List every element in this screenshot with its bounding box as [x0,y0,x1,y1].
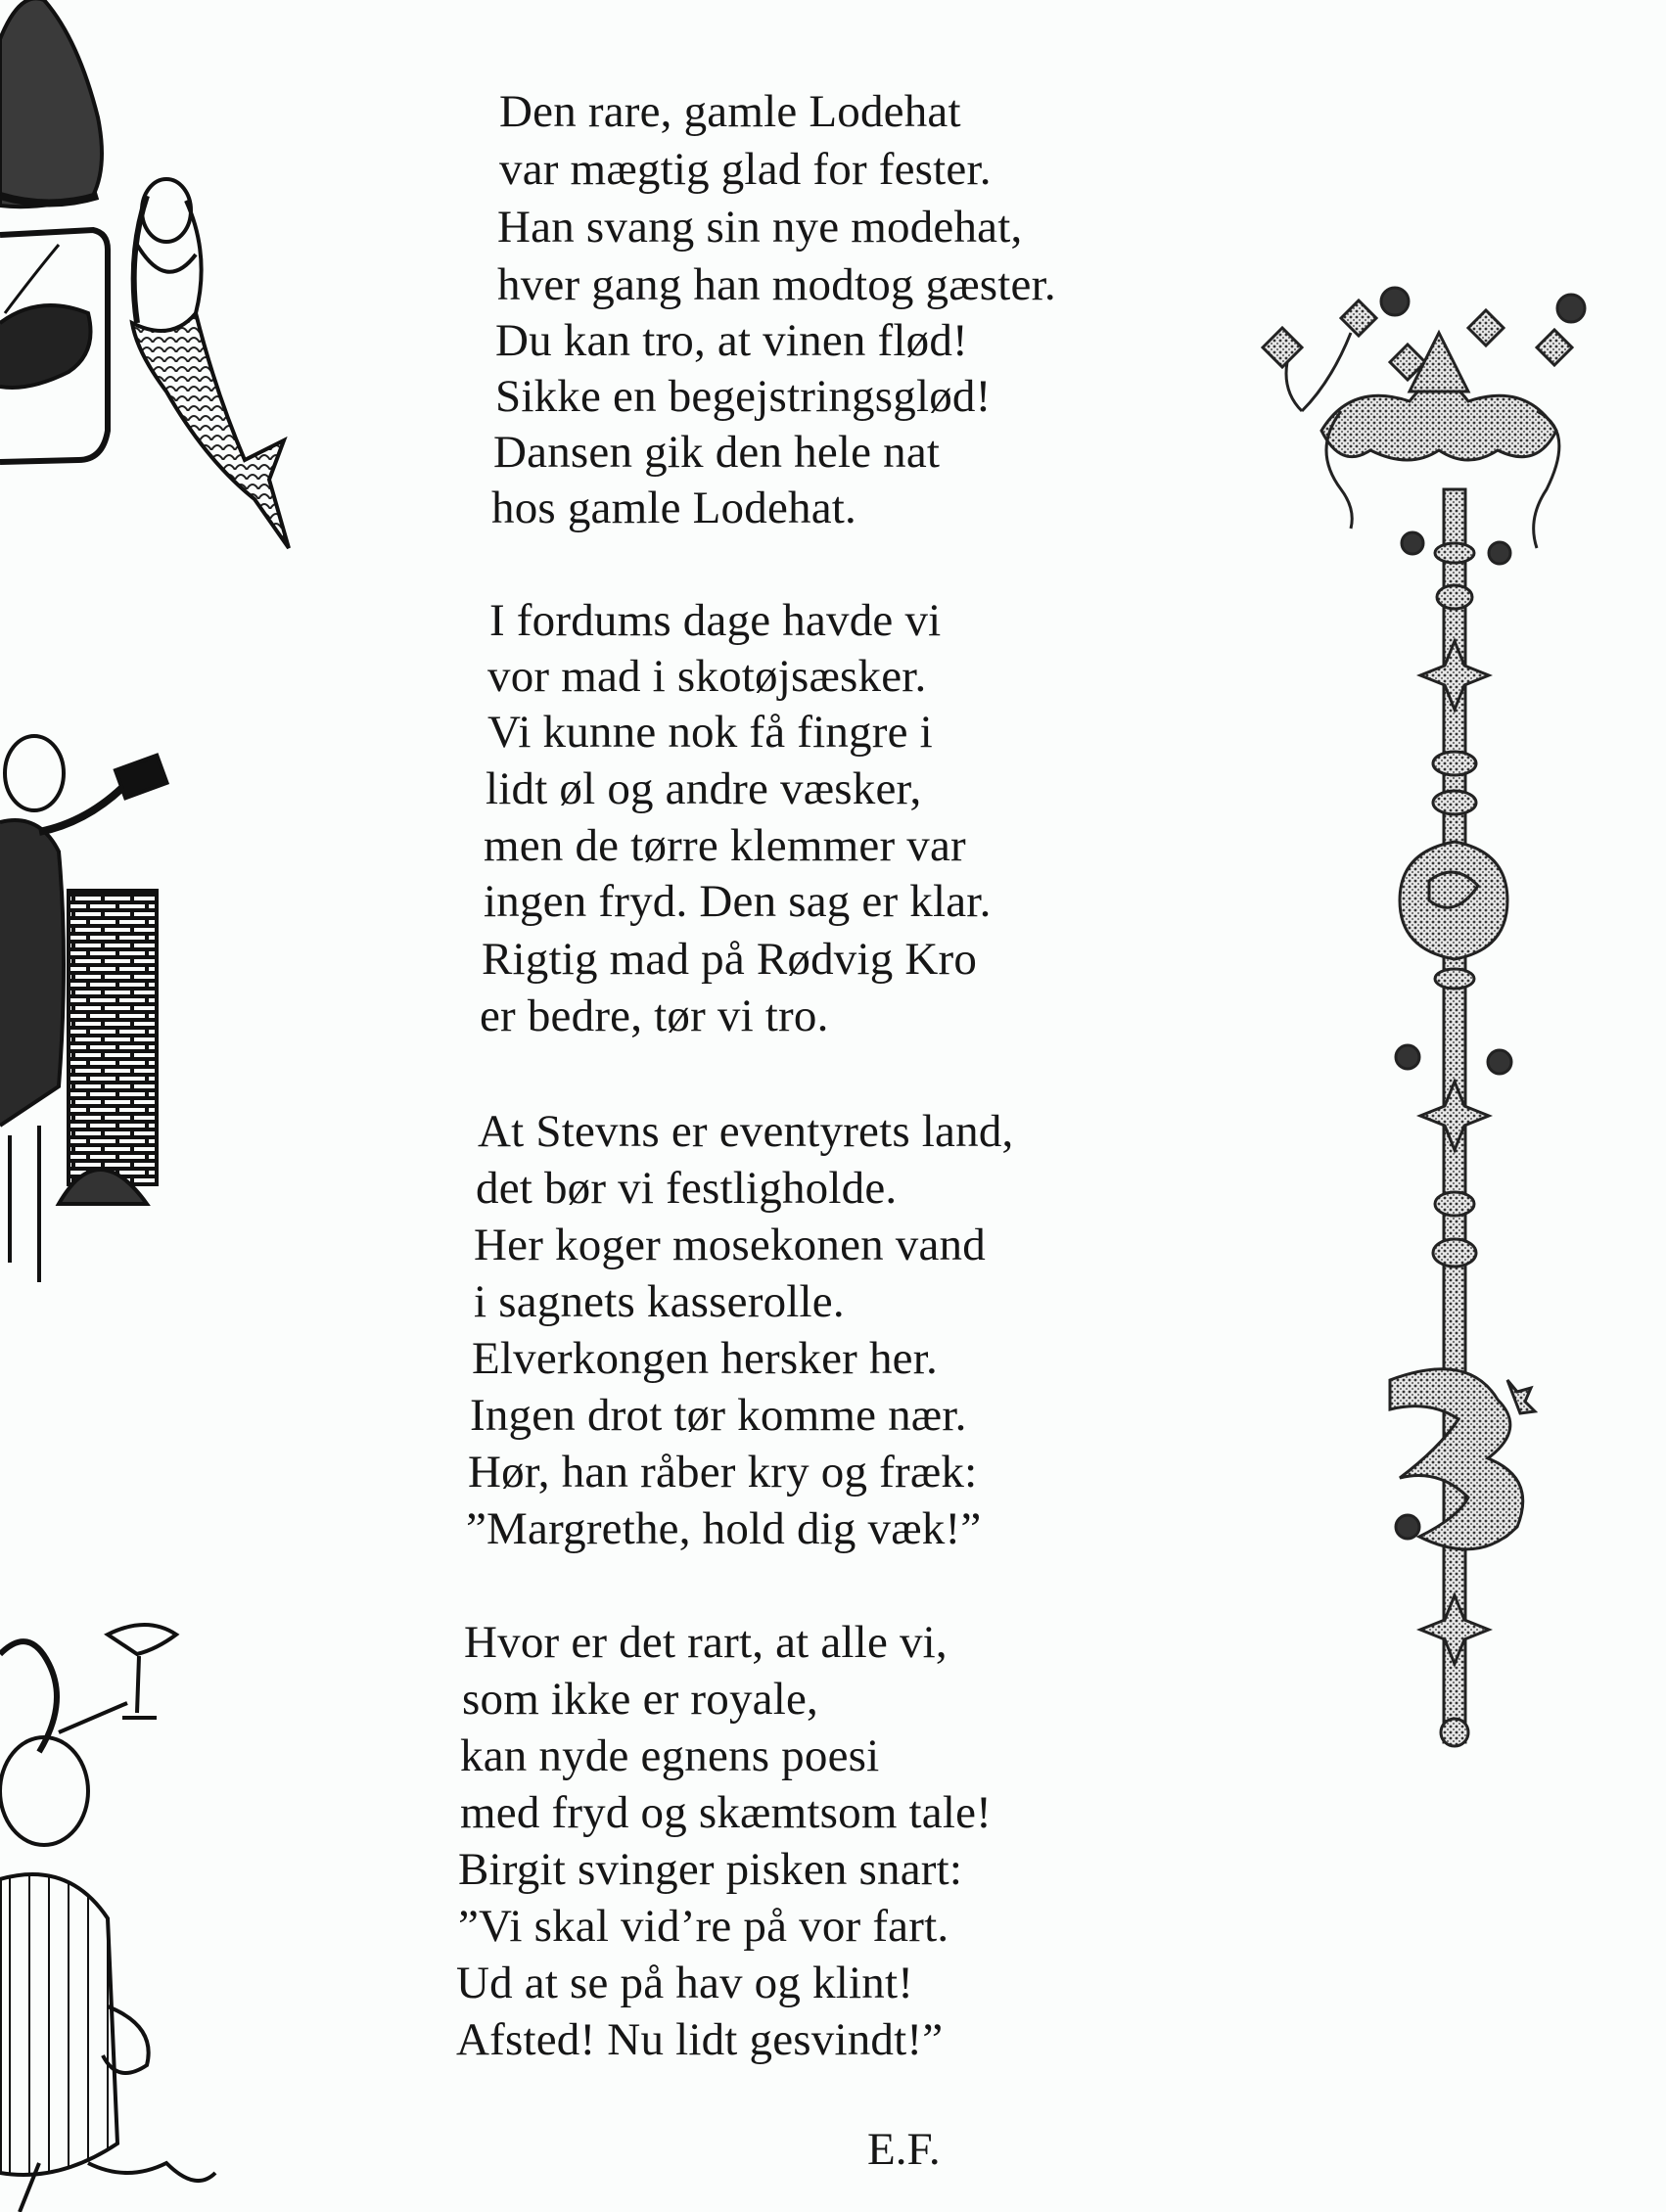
poem-line: Hvor er det rart, at alle vi, [464,1617,948,1668]
poem-line: vor mad i skotøjsæsker. [487,651,927,702]
poem-line: hver gang han modtog gæster. [497,259,1056,310]
poem-line: ”Vi skal vid’re på vor fart. [458,1901,949,1952]
poem-line: med fryd og skæmtsom tale! [460,1787,993,1838]
signature: E.F. [867,2124,941,2175]
poem-line: Du kan tro, at vinen flød! [495,315,968,366]
poem-line: er bedre, tør vi tro. [480,991,829,1041]
poem-line: men de tørre klemmer var [484,820,966,871]
poem-line: At Stevns er eventyrets land, [478,1106,1014,1157]
poem-line: ingen fryd. Den sag er klar. [484,876,992,927]
poem-line: Ingen drot tør komme nær. [470,1390,967,1441]
poem-line: hos gamle Lodehat. [491,483,856,533]
poem-line: var mægtig glad for fester. [499,144,992,195]
poem-line: i sagnets kasserolle. [474,1276,845,1327]
poem-line: som ikke er royale, [462,1674,819,1725]
poem-line: I fordums dage havde vi [489,595,942,646]
poem-line: Elverkongen hersker her. [472,1333,938,1384]
poem-line: Birgit svinger pisken snart: [458,1844,963,1895]
poem-line: Sikke en begejstringsglød! [495,371,992,422]
poem-line: Dansen gik den hele nat [493,427,941,478]
poem-line: det bør vi festligholde. [476,1163,898,1214]
poem-line: Her koger mosekonen vand [474,1220,986,1270]
poem-line: Vi kunne nok få fingre i [487,707,933,758]
poem-line: Rigtig mad på Rødvig Kro [482,934,978,985]
poem-line: Den rare, gamle Lodehat [499,86,961,137]
poem-line: Han svang sin nye modehat, [497,202,1023,253]
poem-line: lidt øl og andre væsker, [486,763,922,814]
poem-line: ”Margrethe, hold dig væk!” [466,1503,982,1554]
poem-line: Afsted! Nu lidt gesvindt!” [456,2014,944,2065]
poem-line: kan nyde egnens poesi [460,1730,880,1781]
poem-line: Hør, han råber kry og fræk: [468,1447,978,1498]
poem-line: Ud at se på hav og klint! [456,1958,914,2008]
